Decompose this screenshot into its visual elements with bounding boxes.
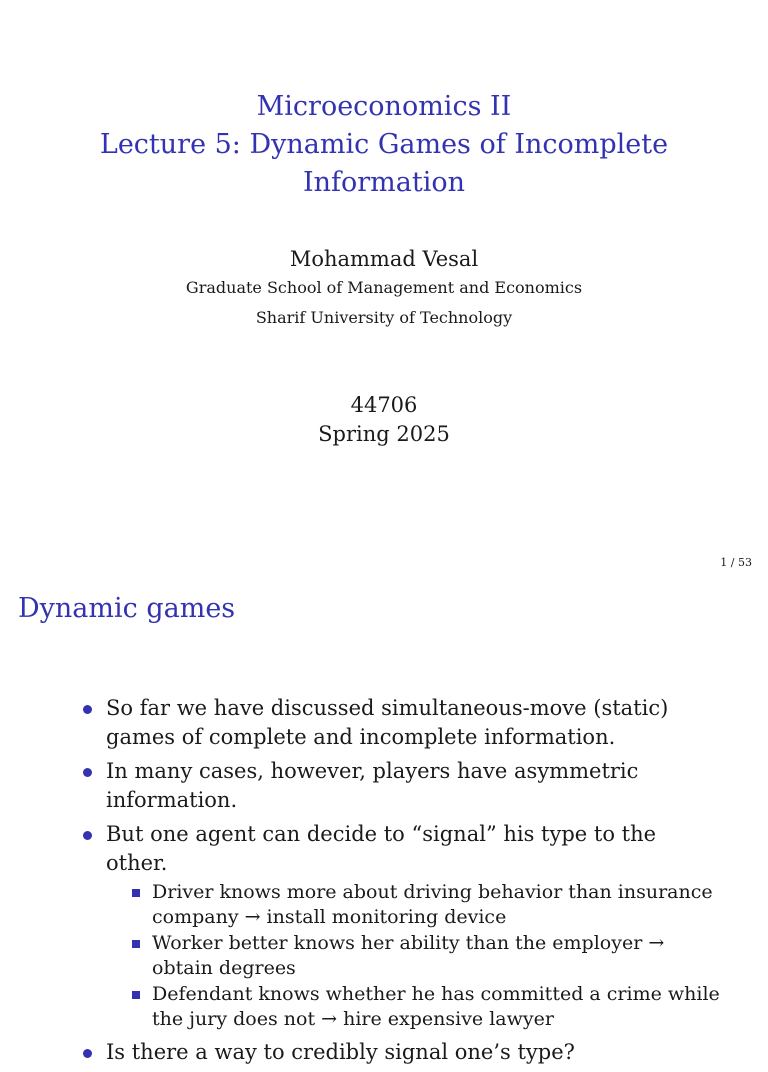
sub-bullet-item — [128, 931, 720, 981]
sub-bullet-text: Driver knows more about driving behavior than insurance company → install monitoring device — [152, 881, 713, 928]
bullet-item — [80, 694, 720, 752]
lecture-title — [0, 88, 768, 202]
bullet-square-icon — [132, 940, 140, 948]
bullet-text: So far we have discussed simultaneous-move (static) games of complete and incomplete information. — [106, 696, 669, 749]
page-number: 1 / 53 — [720, 556, 752, 569]
bullet-square-icon — [132, 889, 140, 897]
bullet-text: But one agent can decide to “signal” his type to the other. — [106, 822, 657, 875]
author-name: Mohammad Vesal — [289, 247, 479, 271]
bullet-square-icon — [132, 991, 140, 999]
sub-bullet-text: Defendant knows whether he has committed a crime while the jury does not → hire expensive lawyer — [152, 983, 720, 1030]
title-line-3: Information — [302, 167, 466, 198]
sub-bullet-item — [128, 880, 720, 930]
bullet-item — [80, 1038, 720, 1067]
bullet-dot-icon — [83, 831, 92, 840]
institute-school: Graduate School of Management and Economics — [185, 278, 583, 297]
bullet-text: Is there a way to credibly signal one’s type? — [106, 1040, 575, 1064]
bullet-item — [80, 820, 720, 1032]
institute-university: Sharif University of Technology — [255, 308, 513, 327]
course-info — [0, 391, 768, 449]
bullet-text: In many cases, however, players have asymmetric information. — [106, 759, 639, 812]
title-line-2: Lecture 5: Dynamic Games of Incomplete — [99, 129, 669, 160]
frame-title: Dynamic games — [18, 593, 236, 624]
bullet-dot-icon — [83, 1049, 92, 1058]
bullet-dot-icon — [83, 768, 92, 777]
course-code: 44706 — [350, 393, 418, 417]
bullet-dot-icon — [83, 705, 92, 714]
bullet-list — [80, 694, 720, 1072]
course-term: Spring 2025 — [318, 422, 450, 446]
sub-bullet-text: Worker better knows her ability than the employer → obtain degrees — [152, 932, 665, 979]
sub-bullet-list — [106, 880, 720, 1032]
bullet-item — [80, 757, 720, 815]
title-line-1: Microeconomics II — [256, 91, 512, 122]
sub-bullet-item — [128, 982, 720, 1032]
content-slide — [0, 580, 768, 1064]
